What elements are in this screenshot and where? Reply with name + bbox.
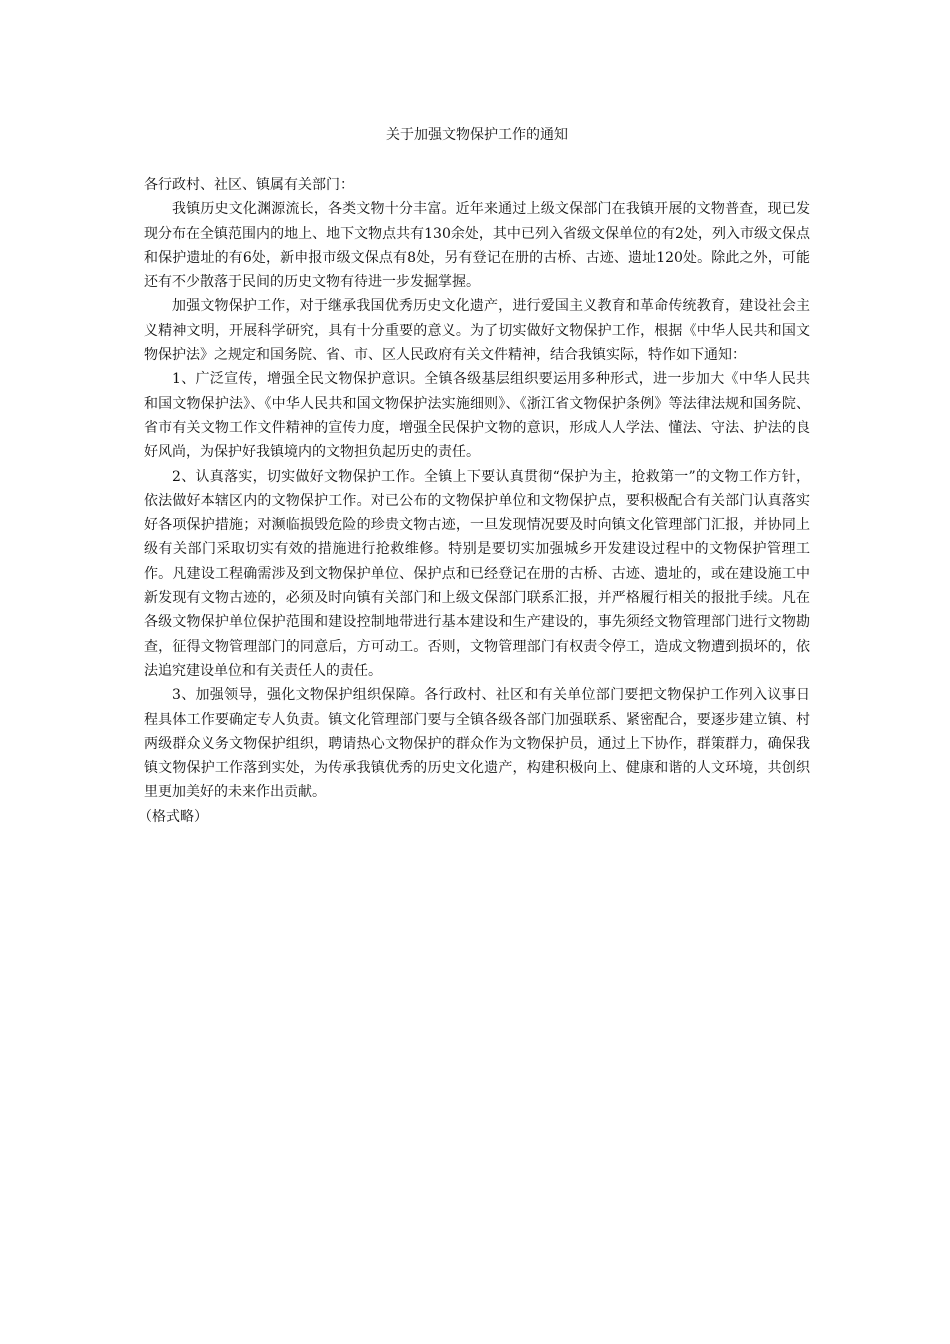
paragraph-item-3-leadership: 3、加强领导，强化文物保护组织保障。各行政村、社区和有关单位部门要把文物保护工作列入议事日程具体工作要确定专人负责。镇文化管理部门要与全镇各级各部门加强联系、紧密配合，要逐步建立镇、村两级群众义务文物保护组织，聘请热心文物保护的群众作为文物保护员，通过上下协作，群策群力，确保我镇文物保护工作落到实处，为传承我镇优秀的历史文化遗产，构建积极向上、健康和谐的人文环境，共创织里更加美好的未来作出贡献。 [144, 687, 810, 801]
closing-note: （格式略） [138, 808, 208, 825]
paragraph-background: 我镇历史文化渊源流长，各类文物十分丰富。近年来通过上级文保部门在我镇开展的文物普查，现已发现分布在全镇范围内的地上、地下文物点共有130余处，其中已列入省级文保单位的有2处，列入市级文保点和保护遗址的有6处，新申报市级文保点有8处，另有登记在册的古桥、古迹、遗址120处。除此之外，可能还有不少散落于民间的历史文物有待进一步发掘掌握。 [144, 201, 810, 291]
paragraph-significance: 加强文物保护工作，对于继承我国优秀历史文化遗产，进行爱国主义教育和革命传统教育，建设社会主义精神文明，开展科学研究，具有十分重要的意义。为了切实做好文物保护工作，根据《中华人民共和国文物保护法》之规定和国务院、省、市、区人民政府有关文件精神，结合我镇实际，特作如下通知： [144, 298, 810, 364]
document-title: 关于加强文物保护工作的通知 [386, 127, 568, 143]
document-body [138, 173, 810, 829]
paragraph-item-1-publicity: 1、广泛宣传，增强全民文物保护意识。全镇各级基层组织要运用多种形式，进一步加大《中华人民共和国文物保护法》、《中华人民共和国文物保护法实施细则》、《浙江省文物保护条例》等法律法规和国务院、省市有关文物工作文件精神的宣传力度，增强全民保护文物的意识，形成人人学法、懂法、守法、护法的良好风尚，为保护好我镇境内的文物担负起历史的责任。 [144, 371, 810, 461]
paragraph-item-2-implementation: 2、认真落实，切实做好文物保护工作。全镇上下要认真贯彻“保护为主，抢救第一”的文物工作方针，依法做好本辖区内的文物保护工作。对已公布的文物保护单位和文物保护点，要积极配合有关部门认真落实好各项保护措施；对濒临损毁危险的珍贵文物古迹，一旦发现情况要及时向镇文化管理部门汇报，并协同上级有关部门采取切实有效的措施进行抢救维修。特别是要切实加强城乡开发建设过程中的文物保护管理工作。凡建设工程确需涉及到文物保护单位、保护点和已经登记在册的古桥、古迹、遗址的，或在建设施工中新发现有文物古迹的，必须及时向镇有关部门和上级文保部门联系汇报，并严格履行相关的报批手续。凡在各级文物保护单位保护范围和建设控制地带进行基本建设和生产建设的，事先须经文物管理部门进行文物勘查，征得文物管理部门的同意后，方可动工。否则，文物管理部门有权责令停工，造成文物遭到损坏的，依法追究建设单位和有关责任人的责任。 [144, 468, 810, 679]
salutation: 各行政村、社区、镇属有关部门： [144, 177, 354, 193]
